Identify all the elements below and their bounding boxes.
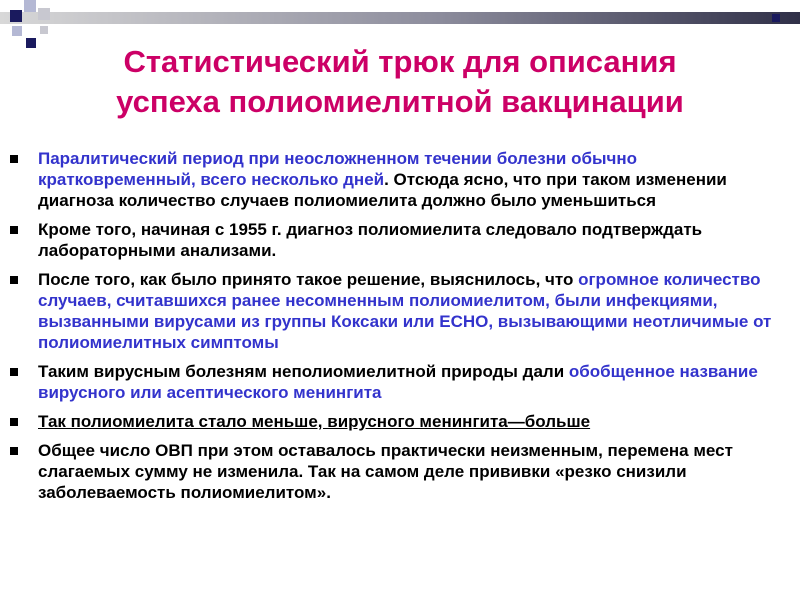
bullet-text: Общее число ОВП при этом оставалось практически неизменным, перемена мест слагаемых сумму не изменила. Так на самом деле прививки «резко снизили заболеваемость полиомиелитом».	[38, 441, 733, 502]
bullet-item	[10, 269, 780, 353]
bullet-text-highlight: огромное количество случаев, считавшихся ранее несомненным полиомиелитом, были инфекциями, вызванными вирусами из группы Коксаки или ЕСНО, вызывающими неотличимые от полиомиелитных симптомы	[38, 270, 772, 352]
bullet-text: . Отсюда ясно, что при таком изменении диагноза количество случаев полиомиелита должно было уменьшиться	[38, 170, 727, 210]
bullet-text: Кроме того, начиная с 1955 г. диагноз полиомиелита следовало подтверждать лабораторными анализами.	[38, 220, 703, 260]
bullet-item	[10, 219, 780, 261]
bullet-list	[10, 148, 780, 511]
bullet-text: Таким вирусным болезням неполиомиелитной природы дали	[38, 362, 569, 381]
bullet-item	[10, 148, 780, 211]
slide-title	[20, 42, 780, 122]
decorative-square	[12, 26, 22, 36]
slide-title-line-1: Статистический трюк для описания	[123, 44, 677, 79]
bullet-text-underlined: Так полиомиелита стало меньше, вирусного менингита—больше	[38, 412, 591, 431]
decorative-square	[772, 14, 780, 22]
slide-title-line-2: успеха полиомиелитной вакцинации	[116, 84, 684, 119]
bullet-text: После того, как было принято такое решение, выяснилось, что	[38, 270, 579, 289]
bullet-text-highlight: Паралитический период при неосложненном течении болезни обычно кратковременный, всего несколько дней	[38, 149, 638, 189]
decorative-square	[40, 26, 48, 34]
square-bullet-icon	[10, 447, 18, 455]
bullet-item	[10, 411, 780, 432]
decorative-square	[38, 8, 50, 20]
square-bullet-icon	[10, 155, 18, 163]
decorative-square	[10, 10, 22, 22]
decorative-top-band	[0, 12, 800, 24]
square-bullet-icon	[10, 418, 18, 426]
bullet-item	[10, 361, 780, 403]
decorative-square	[24, 0, 36, 12]
square-bullet-icon	[10, 226, 18, 234]
square-bullet-icon	[10, 368, 18, 376]
bullet-item	[10, 440, 780, 503]
bullet-text-highlight: обобщенное название вирусного или асептического менингита	[38, 362, 758, 402]
square-bullet-icon	[10, 276, 18, 284]
